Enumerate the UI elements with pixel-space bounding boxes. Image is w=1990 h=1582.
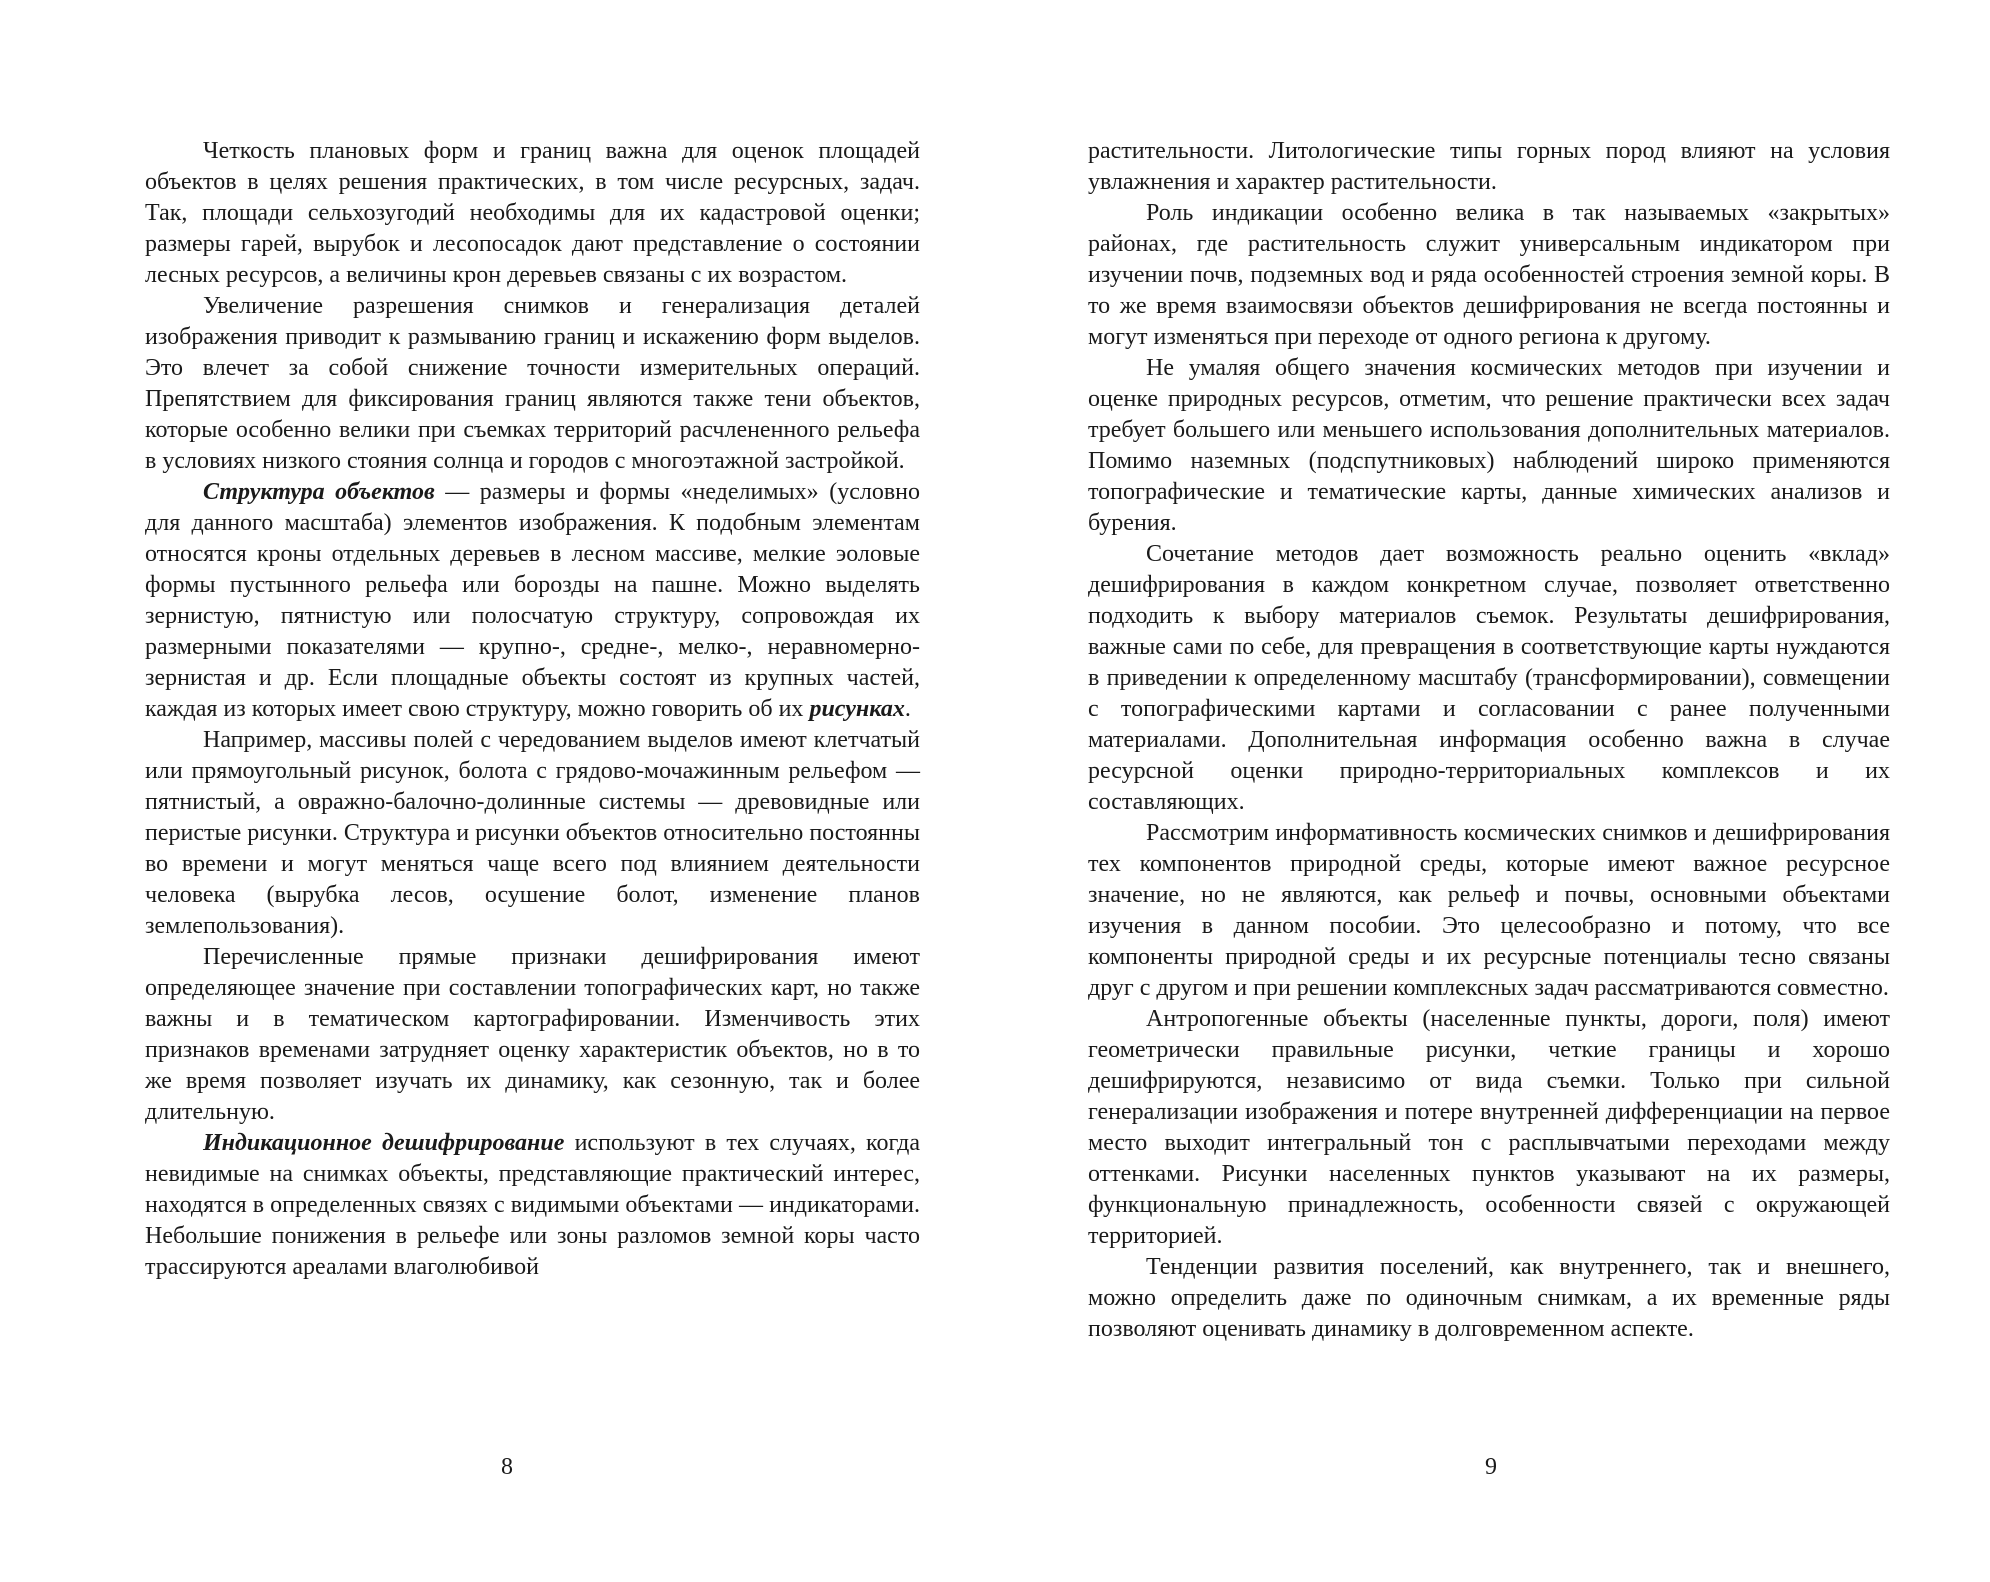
paragraph-text: Тенденции развития поселений, как внутреннего, так и внешнего, можно определить даже по одиночным снимкам, а их временные ряды позволяют оценивать динамику в долговременном аспекте. bbox=[1088, 1254, 1890, 1342]
paragraph bbox=[145, 942, 920, 1128]
paragraph-text: Антропогенные объекты (населенные пункты, дороги, поля) имеют геометрически правильные рисунки, четкие границы и хорошо дешифрируются, независимо от вида съемки. Только при сильной генерализации изображения и потере внутренней дифференциации на первое место выходит интегральный тон с расплывчатыми переходами между оттенками. Рисунки населенных пунктов указывают на их размеры, функциональную принадлежность, особенности связей с окружающей территорией. bbox=[1088, 1006, 1890, 1249]
left-page-text bbox=[145, 136, 920, 1283]
paragraph-text-end: . bbox=[904, 696, 911, 722]
paragraph bbox=[1088, 539, 1890, 818]
paragraph-continued bbox=[1088, 136, 1890, 198]
paragraph bbox=[1088, 1004, 1890, 1252]
term-indication: Индикационное дешифрирование bbox=[203, 1130, 565, 1156]
paragraph bbox=[1088, 353, 1890, 539]
right-page-text bbox=[1088, 136, 1890, 1345]
paragraph-text: Сочетание методов дает возможность реально оценить «вклад» дешифрирования в каждом конкретном случае, позволяет ответственно подходить к выбору материалов съемок. Результаты дешифрирования, важные сами по себе, для превращения в соответствующие карты нуждаются в приведении к определенному масштабу (трансформировании), совмещении с топографическими картами и согласовании с ранее полученными материалами. Дополнительная информация особенно важна в случае ресурсной оценки природно-территориальных комплексов и их составляющих. bbox=[1088, 541, 1890, 815]
paragraph-text: Не умаляя общего значения космических методов при изучении и оценке природных ресурсов, отметим, что решение практически всех задач требует большего или меньшего использования дополнительных материалов. Помимо наземных (подспутниковых) наблюдений широко применяются топографические и тематические карты, данные химических анализов и бурения. bbox=[1088, 355, 1890, 536]
paragraph-text: — размеры и формы «неделимых» (условно для данного масштаба) элементов изображения. К подобным элементам относятся кроны отдельных деревьев в лесном массиве, мелкие эоловые формы пустынного рельефа или борозды на пашне. Можно выделять зернистую, пятнистую или полосчатую структуру, сопровождая их размерными показателями — крупно-, средне-, мелко-, неравномерно-зернистая и др. Если площадные объекты состоят из крупных частей, каждая из которых имеет свою структуру, можно говорить об их bbox=[145, 479, 920, 722]
paragraph-text: растительности. Литологические типы горных пород влияют на условия увлажнения и характер растительности. bbox=[1088, 138, 1890, 195]
paragraph-text: Четкость плановых форм и границ важна для оценок площадей объектов в целях решения практических, в том числе ресурсных, задач. Так, площади сельхозугодий необходимы для их кадастровой оценки; размеры гарей, вырубок и лесопосадок дают представление о состоянии лесных ресурсов, а величины крон деревьев связаны с их возрастом. bbox=[145, 138, 920, 288]
term-structure: Структура объектов bbox=[203, 479, 435, 505]
paragraph bbox=[145, 477, 920, 725]
paragraph bbox=[1088, 1252, 1890, 1345]
page-number: 8 bbox=[501, 1454, 513, 1480]
paragraph-text: Например, массивы полей с чередованием выделов имеют клетчатый или прямоугольный рисунок, болота с грядово-мочажинным рельефом — пятнистый, а овражно-балочно-долинные системы — древовидные или перистые рисунки. Структура и рисунки объектов относительно постоянны во времени и могут меняться чаще всего под влиянием деятельности человека (вырубка лесов, осушение болот, изменение планов землепользования). bbox=[145, 727, 920, 939]
paragraph bbox=[1088, 198, 1890, 353]
paragraph-text: используют в тех случаях, когда невидимые на снимках объекты, представляющие практический интерес, находятся в определенных связях с видимыми объектами — индикаторами. Небольшие понижения в рельефе или зоны разломов земной коры часто трассируются ареалами влаголюбивой bbox=[145, 1130, 920, 1280]
term-patterns: рисунках bbox=[809, 696, 905, 722]
page-number: 9 bbox=[1485, 1454, 1497, 1480]
paragraph bbox=[145, 1128, 920, 1283]
paragraph-text: Перечисленные прямые признаки дешифрирования имеют определяющее значение при составлении топографических карт, но также важны и в тематическом картографировании. Изменчивость этих признаков временами затрудняет оценку характеристик объектов, но в то же время позволяет изучать их динамику, как сезонную, так и более длительную. bbox=[145, 944, 920, 1125]
paragraph-text: Рассмотрим информативность космических снимков и дешифрирования тех компонентов природной среды, которые имеют важное ресурсное значение, но не являются, как рельеф и почвы, основными объектами изучения в данном пособии. Это целесообразно и потому, что все компоненты природной среды и их ресурсные потенциалы тесно связаны друг с другом и при решении комплексных задач рассматриваются совместно. bbox=[1088, 820, 1890, 1001]
right-page bbox=[995, 0, 1990, 1582]
paragraph bbox=[145, 291, 920, 477]
paragraph-text: Увеличение разрешения снимков и генерализация деталей изображения приводит к размыванию границ и искажению форм выделов. Это влечет за собой снижение точности измерительных операций. Препятствием для фиксирования границ являются также тени объектов, которые особенно велики при съемках территорий расчлененного рельефа в условиях низкого стояния солнца и городов с многоэтажной застройкой. bbox=[145, 293, 920, 474]
paragraph bbox=[145, 725, 920, 942]
paragraph-text: Роль индикации особенно велика в так называемых «закрытых» районах, где растительность служит универсальным индикатором при изучении почв, подземных вод и ряда особенностей строения земной коры. В то же время взаимосвязи объектов дешифрирования не всегда постоянны и могут изменяться при переходе от одного региона к другому. bbox=[1088, 200, 1890, 350]
paragraph bbox=[145, 136, 920, 291]
paragraph bbox=[1088, 818, 1890, 1004]
